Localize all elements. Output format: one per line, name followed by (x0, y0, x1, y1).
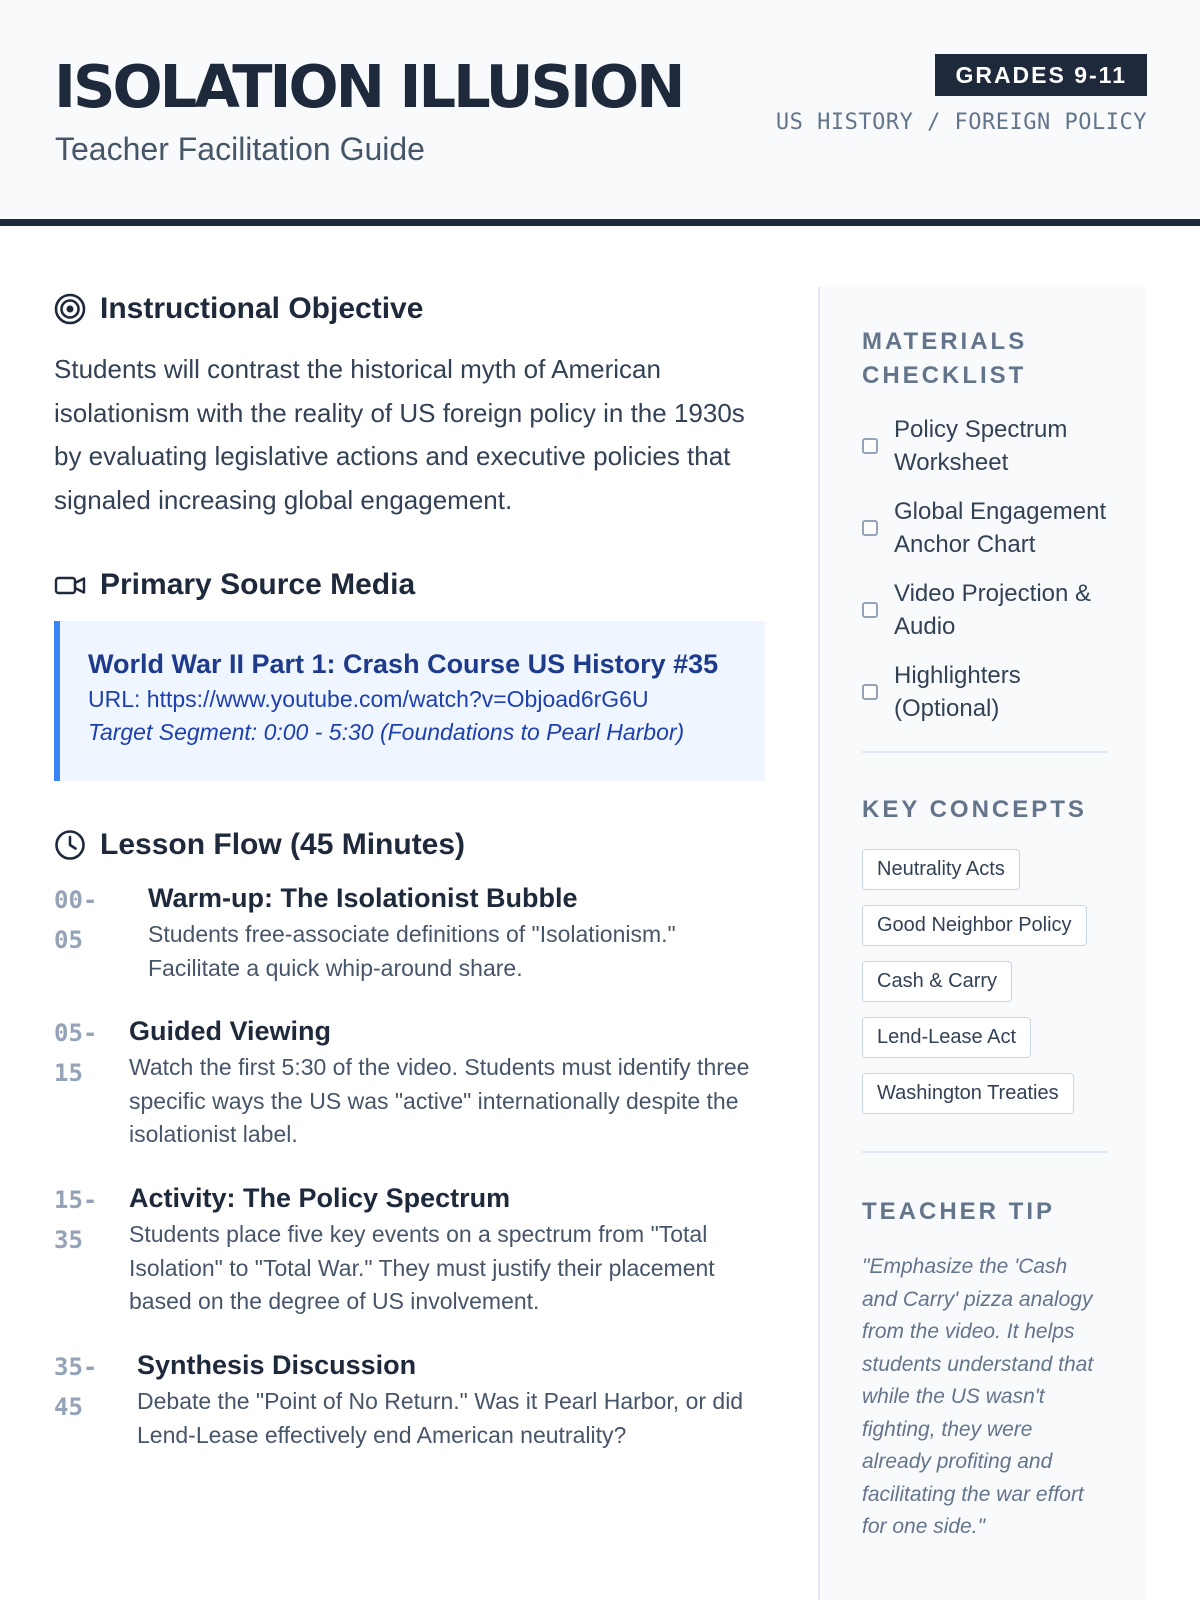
checklist-label: Video Projection & Audio (894, 580, 1092, 640)
checkbox[interactable] (862, 684, 878, 700)
grade-badge: GRADES 9-11 (935, 54, 1147, 96)
flow-item (54, 1180, 769, 1319)
flow-item (54, 1013, 754, 1152)
checklist-item[interactable] (862, 413, 1107, 479)
concept-tag: Cash & Carry (862, 961, 1012, 1002)
clock-icon (54, 829, 86, 861)
concept-tag: Lend-Lease Act (862, 1017, 1031, 1058)
time-start: 35- (54, 1353, 98, 1381)
flow-time (54, 1013, 100, 1152)
media-card (54, 621, 765, 781)
page-title: ISOLATION ILLUSION (54, 52, 683, 121)
checklist-item[interactable] (862, 659, 1107, 725)
sidebar (818, 287, 1147, 1600)
flow-desc: Students free-associate definitions of "Isolationism." Facilitate a quick whip-around share. (148, 921, 676, 981)
checklist-label: Highlighters (Optional) (894, 662, 1021, 722)
checklist-label: Policy Spectrum Worksheet (894, 416, 1068, 476)
media-url-link[interactable]: URL: https://www.youtube.com/watch?v=Objoad6rG6U (88, 686, 649, 712)
time-start: 00- (54, 886, 98, 914)
concept-tag: Washington Treaties (862, 1073, 1074, 1114)
time-end: 45 (54, 1393, 83, 1421)
flow-time (54, 880, 100, 985)
time-start: 05- (54, 1019, 98, 1047)
media-title: World War II Part 1: Crash Course US History #35 (88, 649, 719, 679)
flow-desc: Students place five key events on a spectrum from "Total Isolation" to "Total War." They must justify their placement based on the degree of US involvement. (129, 1221, 715, 1314)
divider (862, 751, 1107, 753)
time-end: 15 (54, 1059, 83, 1087)
time-start: 15- (54, 1186, 98, 1214)
flow-desc: Watch the first 5:30 of the video. Students must identify three specific ways the US was "active" internationally despite the isolationist label. (129, 1054, 750, 1147)
flow-item (54, 1347, 762, 1452)
flow-title: Warm-up: The Isolationist Bubble (148, 883, 578, 913)
media-segment: Target Segment: 0:00 - 5:30 (Foundations to Pearl Harbor) (88, 719, 685, 745)
checklist-item[interactable] (862, 577, 1107, 643)
checkbox[interactable] (862, 520, 878, 536)
materials-checklist (862, 413, 1107, 725)
flow-title: Guided Viewing (129, 1016, 332, 1046)
key-concepts-heading: KEY CONCEPTS (862, 796, 1087, 823)
flow-item (54, 880, 738, 985)
video-camera-icon (54, 569, 86, 601)
teacher-tip-text: "Emphasize the 'Cash and Carry' pizza analogy from the video. It helps students understand that while the US wasn't fighting, they were already profiting and facilitating the war effort for one side." (862, 1255, 1094, 1538)
concept-tag: Good Neighbor Policy (862, 905, 1087, 946)
lesson-flow-heading-text: Lesson Flow (45 Minutes) (100, 828, 466, 861)
page-header (0, 0, 1200, 226)
flow-title: Synthesis Discussion (137, 1350, 417, 1380)
flow-desc: Debate the "Point of No Return." Was it Pearl Harbor, or did Lend-Lease effectively end American neutrality? (137, 1388, 744, 1448)
media-heading (54, 568, 415, 602)
page-subtitle: Teacher Facilitation Guide (55, 131, 425, 167)
lesson-flow-heading (54, 828, 465, 862)
flow-time (54, 1180, 100, 1319)
media-heading-text: Primary Source Media (100, 568, 416, 601)
flow-time (54, 1347, 100, 1452)
checkbox[interactable] (862, 438, 878, 454)
objective-heading (54, 292, 423, 326)
subject-label: US HISTORY / FOREIGN POLICY (775, 110, 1147, 135)
checkbox[interactable] (862, 602, 878, 618)
time-end: 05 (54, 926, 83, 954)
objective-heading-text: Instructional Objective (100, 292, 424, 325)
materials-heading: MATERIALS CHECKLIST (862, 328, 1028, 389)
teacher-tip-heading: TEACHER TIP (862, 1198, 1056, 1225)
divider (862, 1151, 1107, 1153)
concept-tag: Neutrality Acts (862, 849, 1020, 890)
checklist-label: Global Engagement Anchor Chart (894, 498, 1107, 558)
checklist-item[interactable] (862, 495, 1107, 561)
concept-tags (862, 849, 1107, 1129)
flow-title: Activity: The Policy Spectrum (129, 1183, 511, 1213)
target-icon (54, 293, 86, 325)
time-end: 35 (54, 1226, 83, 1254)
objective-text: Students will contrast the historical myth of American isolationism with the reality of US foreign policy in the 1930s by evaluating legislative actions and executive policies that signaled increasing global engagement. (54, 354, 745, 515)
